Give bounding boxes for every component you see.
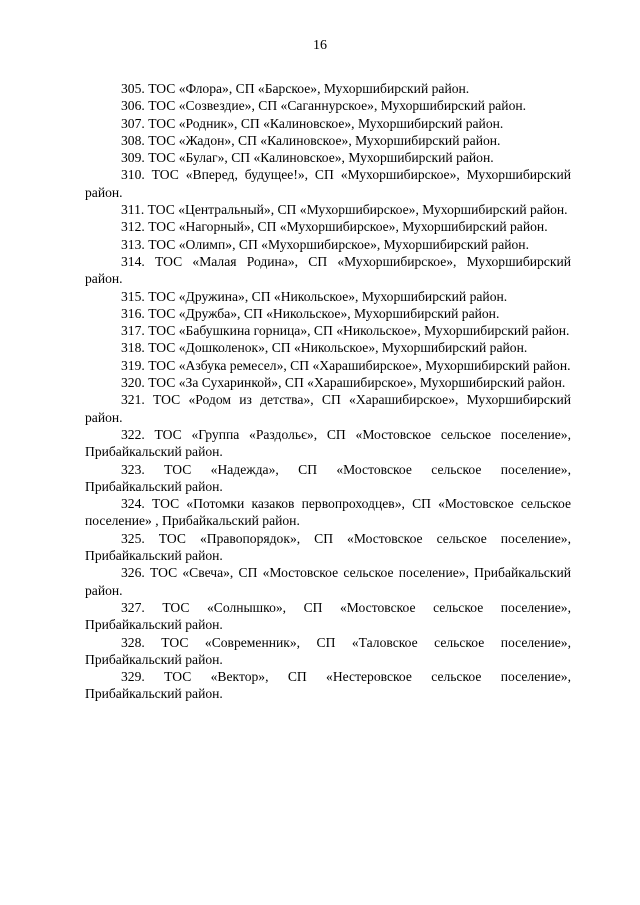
list-item: 319. ТОС «Азбука ремесел», СП «Харашибирское», Мухоршибирский район. [121,357,571,373]
list-item: 306. ТОС «Созвездие», СП «Саганнурское», Мухоршибирский район. [121,98,527,114]
list-item: 305. ТОС «Флора», СП «Барское», Мухоршибирский район. [121,81,470,96]
list-item: 314. ТОС «Малая Родина», СП «Мухоршибирское», Мухоршибирский район. [85,253,571,287]
list-item: 309. ТОС «Булаг», СП «Калиновское», Мухоршибирский район. [121,150,494,166]
list-item: 324. ТОС «Потомки казаков первопроходцев», СП «Мостовское сельское поселение» , Прибайкальский район. [85,496,571,529]
list-item: 322. ТОС «Группа «Раздольє», СП «Мостовское сельское поселение», Прибайкальский район. [85,426,571,460]
list-item: 313. ТОС «Олимп», СП «Мухоршибирское», Мухоршибирский район. [121,236,529,252]
list-item: 318. ТОС «Дошколенок», СП «Никольское», Мухоршибирский район. [121,340,528,356]
list-item: 311. ТОС «Центральный», СП «Мухоршибирское», Мухоршибирский район. [121,202,568,218]
list-item: 316. ТОС «Дружба», СП «Никольское», Мухоршибирский район. [121,305,500,321]
list-item: 312. ТОС «Нагорный», СП «Мухоршибирское», Мухоршибирский район. [121,219,548,235]
list-item: 320. ТОС «За Сухаринкой», СП «Харашибирское», Мухоршибирский район. [121,375,566,391]
list-item: 321. ТОС «Родом из детства», СП «Харашибирское», Мухоршибирский район. [85,392,571,425]
page-number: 16 [313,38,327,53]
list-item: 315. ТОС «Дружина», СП «Никольское», Мухоршибирский район. [121,288,508,304]
list-item: 328. ТОС «Современник», СП «Таловское сельское поселение», Прибайкальский район. [85,634,571,667]
list-item: 308. ТОС «Жадон», СП «Калиновское», Мухоршибирский район. [121,132,501,148]
list-item: 310. ТОС «Вперед, будущее!», СП «Мухоршибирское», Мухоршибирский район. [85,167,571,200]
list-item: 325. ТОС «Правопорядок», СП «Мостовское сельское поселение», Прибайкальский район. [85,530,571,564]
list-item: 307. ТОС «Родник», СП «Калиновское», Мухоршибирский район. [121,115,504,131]
entry-list [85,80,571,703]
list-item: 317. ТОС «Бабушкина горница», СП «Никольское», Мухоршибирский район. [121,323,570,339]
list-item: 323. ТОС «Надежда», СП «Мостовское сельское поселение», Прибайкальский район. [85,461,571,494]
list-item: 326. ТОС «Свеча», СП «Мостовское сельское поселение», Прибайкальский район. [85,565,571,598]
list-item: 329. ТОС «Вектор», СП «Нестеровское сельское поселение», Прибайкальский район. [85,669,571,702]
list-item: 327. ТОС «Солнышко», СП «Мостовское сельское поселение», Прибайкальский район. [85,599,571,633]
